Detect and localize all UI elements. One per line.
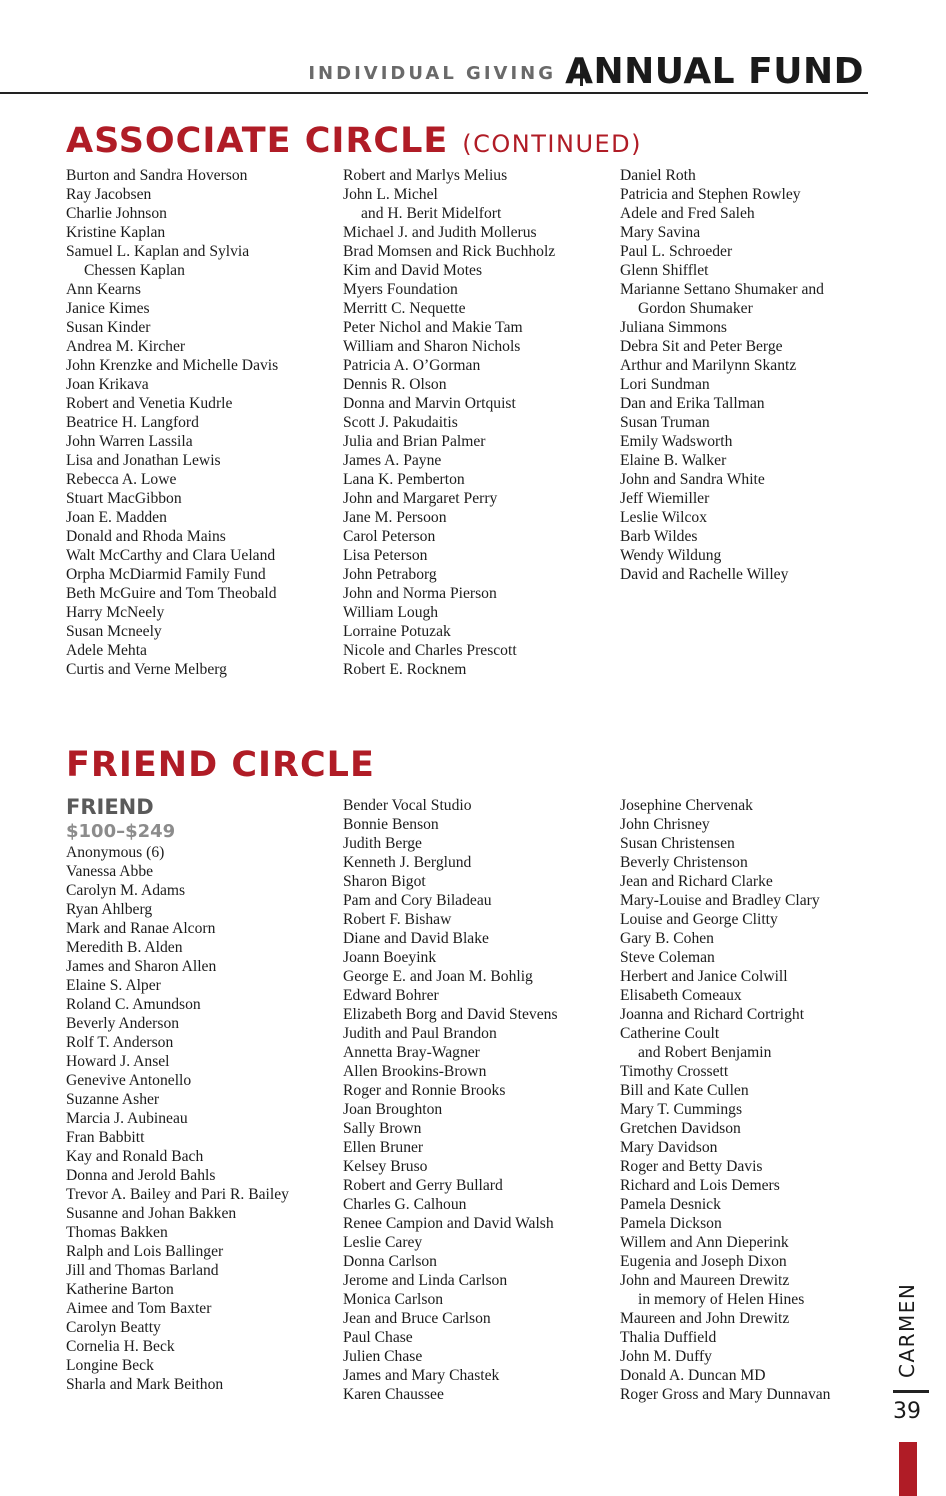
donor-name: Longine Beck: [66, 1357, 154, 1374]
donor-name: Carolyn Beatty: [66, 1319, 161, 1336]
donor-name: Timothy Crossett: [620, 1063, 729, 1080]
donor-name: Susan Mcneely: [66, 623, 162, 640]
donor-name: Lorraine Potuzak: [343, 623, 451, 640]
donor-name: George E. and Joan M. Bohlig: [343, 968, 533, 985]
donor-name: Karen Chaussee: [343, 1386, 444, 1403]
donor-name: Marianne Settano Shumaker and: [620, 281, 824, 298]
donor-name: Roland C. Amundson: [66, 996, 201, 1013]
associate-column-3: [620, 166, 890, 584]
donor-name: Maureen and John Drewitz: [620, 1310, 790, 1327]
donor-name: Rebecca A. Lowe: [66, 471, 177, 488]
donor-name: Daniel Roth: [620, 167, 696, 184]
donor-name: Joan E. Madden: [66, 509, 167, 526]
donor-name: Fran Babbitt: [66, 1129, 145, 1146]
donor-name: Walt McCarthy and Clara Ueland: [66, 547, 276, 564]
donor-name: Pamela Desnick: [620, 1196, 721, 1213]
donor-name: Lori Sundman: [620, 376, 710, 393]
donor-name: Renee Campion and David Walsh: [343, 1215, 554, 1232]
donor-name: Joan Krikava: [66, 376, 149, 393]
donor-name: James and Sharon Allen: [66, 958, 217, 975]
donor-name: Anonymous (6): [66, 844, 165, 861]
header-subtitle: INDIVIDUAL GIVING: [308, 63, 556, 84]
friend-column-1: [66, 843, 336, 1394]
donor-name: Beatrice H. Langford: [66, 414, 199, 431]
donor-name: Charlie Johnson: [66, 205, 167, 222]
level-heading: FRIEND: [66, 795, 154, 819]
donor-name: Peter Nichol and Makie Tam: [343, 319, 523, 336]
friend-column-2: [343, 796, 613, 1404]
donor-name: Bill and Kate Cullen: [620, 1082, 749, 1099]
donor-name: Kim and David Motes: [343, 262, 483, 279]
donor-name: Gary B. Cohen: [620, 930, 714, 947]
donor-name: Katherine Barton: [66, 1281, 174, 1298]
donor-name: Paul L. Schroeder: [620, 243, 733, 260]
donor-name: Judith Berge: [343, 835, 422, 852]
donor-name: Genevive Antonello: [66, 1072, 192, 1089]
donor-name: Barb Wildes: [620, 528, 698, 545]
donor-name: Lisa and Jonathan Lewis: [66, 452, 221, 469]
donor-name: Juliana Simmons: [620, 319, 727, 336]
donor-name: Adele and Fred Saleh: [620, 205, 755, 222]
donor-name: Joann Boeyink: [343, 949, 437, 966]
donor-name: Pamela Dickson: [620, 1215, 722, 1232]
donor-name: Susan Christensen: [620, 835, 735, 852]
donor-name: Lisa Peterson: [343, 547, 428, 564]
donor-name: John and Margaret Perry: [343, 490, 498, 507]
donor-name: Brad Momsen and Rick Buchholz: [343, 243, 556, 260]
donor-name: James and Mary Chastek: [343, 1367, 500, 1384]
donor-name-continuation: and Robert Benjamin: [638, 1044, 772, 1061]
donor-name: Julia and Brian Palmer: [343, 433, 486, 450]
donor-name: Donna and Marvin Ortquist: [343, 395, 516, 412]
associate-column-1: [66, 166, 336, 679]
donor-name: Jill and Thomas Barland: [66, 1262, 219, 1279]
donor-name: Jeff Wiemiller: [620, 490, 710, 507]
donor-name: John M. Duffy: [620, 1348, 712, 1365]
donor-name: Elisabeth Comeaux: [620, 987, 742, 1004]
donor-name: John Chrisney: [620, 816, 710, 833]
level-amount: $100–$249: [66, 821, 176, 842]
donor-name: Kelsey Bruso: [343, 1158, 428, 1175]
header-title: ANNUAL FUND: [565, 51, 864, 92]
donor-name: Jane M. Persoon: [343, 509, 447, 526]
donor-name: Aimee and Tom Baxter: [66, 1300, 212, 1317]
donor-name: John and Maureen Drewitz: [620, 1272, 790, 1289]
donor-name: John L. Michel: [343, 186, 438, 203]
donor-name: Dan and Erika Tallman: [620, 395, 765, 412]
donor-name: Susanne and Johan Bakken: [66, 1205, 237, 1222]
donor-name: Orpha McDiarmid Family Fund: [66, 566, 266, 583]
donor-name: Dennis R. Olson: [343, 376, 447, 393]
donor-name-continuation: Chessen Kaplan: [84, 262, 185, 279]
donor-name: Bonnie Benson: [343, 816, 439, 833]
donor-name: Jean and Richard Clarke: [620, 873, 773, 890]
donor-name: Samuel L. Kaplan and Sylvia: [66, 243, 250, 260]
donor-name: Willem and Ann Dieperink: [620, 1234, 789, 1251]
donor-name: Paul Chase: [343, 1329, 413, 1346]
associate-column-2: [343, 166, 613, 679]
decorative-red-tab: [899, 1442, 917, 1496]
donor-name: Harry McNeely: [66, 604, 165, 621]
donor-name: Sharla and Mark Beithon: [66, 1376, 224, 1393]
donor-name: Catherine Coult: [620, 1025, 720, 1042]
friend-column-3: [620, 796, 890, 1404]
donor-name: Rolf T. Anderson: [66, 1034, 174, 1051]
donor-name: Roger and Ronnie Brooks: [343, 1082, 506, 1099]
donor-name: Patricia A. O’Gorman: [343, 357, 481, 374]
donor-name: Jerome and Linda Carlson: [343, 1272, 508, 1289]
donor-name: Richard and Lois Demers: [620, 1177, 780, 1194]
donor-name: Joan Broughton: [343, 1101, 443, 1118]
donor-name: Robert and Marlys Melius: [343, 167, 508, 184]
donor-name: Elizabeth Borg and David Stevens: [343, 1006, 558, 1023]
donor-name: Carolyn M. Adams: [66, 882, 186, 899]
page-number: 39: [893, 1399, 921, 1424]
associate-circle-title: [66, 121, 643, 161]
donor-name: Louise and George Clitty: [620, 911, 778, 928]
donor-name: James A. Payne: [343, 452, 442, 469]
donor-name: Mary-Louise and Bradley Clary: [620, 892, 820, 909]
donor-name: Merritt C. Nequette: [343, 300, 466, 317]
donor-name-continuation: in memory of Helen Hines: [638, 1291, 805, 1308]
donor-name: Allen Brookins-Brown: [343, 1063, 487, 1080]
donor-name: Arthur and Marilynn Skantz: [620, 357, 797, 374]
donor-name: Patricia and Stephen Rowley: [620, 186, 801, 203]
donor-name: Suzanne Asher: [66, 1091, 160, 1108]
donor-name: Eugenia and Joseph Dixon: [620, 1253, 787, 1270]
donor-name: Susan Truman: [620, 414, 710, 431]
page-header: [0, 52, 868, 94]
donor-name: Robert F. Bishaw: [343, 911, 452, 928]
donor-name: Glenn Shifflet: [620, 262, 709, 279]
donor-name: Michael J. and Judith Mollerus: [343, 224, 537, 241]
donor-name: Andrea M. Kircher: [66, 338, 186, 355]
donor-name: Judith and Paul Brandon: [343, 1025, 497, 1042]
donor-name: Kristine Kaplan: [66, 224, 166, 241]
donor-name: Robert E. Rocknem: [343, 661, 467, 678]
page-number-divider: [893, 1390, 929, 1393]
donor-name: Susan Kinder: [66, 319, 151, 336]
donor-name: John Krenzke and Michelle Davis: [66, 357, 279, 374]
donor-name: Stuart MacGibbon: [66, 490, 182, 507]
donor-name: Annetta Bray-Wagner: [343, 1044, 480, 1061]
donor-name: Wendy Wildung: [620, 547, 722, 564]
donor-name: Joanna and Richard Cortright: [620, 1006, 805, 1023]
donor-name: Beth McGuire and Tom Theobald: [66, 585, 277, 602]
donor-name: Edward Bohrer: [343, 987, 439, 1004]
donor-name: Thalia Duffield: [620, 1329, 717, 1346]
donor-name: Monica Carlson: [343, 1291, 444, 1308]
donor-name: Robert and Venetia Kudrle: [66, 395, 233, 412]
donor-name: Pam and Cory Biladeau: [343, 892, 492, 909]
donor-name: Cornelia H. Beck: [66, 1338, 175, 1355]
donor-name: Ray Jacobsen: [66, 186, 152, 203]
donor-name: Donna and Jerold Bahls: [66, 1167, 216, 1184]
donor-name: Ralph and Lois Ballinger: [66, 1243, 224, 1260]
donor-name: Scott J. Pakudaitis: [343, 414, 458, 431]
donor-name: Adele Mehta: [66, 642, 147, 659]
donor-name: Charles G. Calhoun: [343, 1196, 467, 1213]
donor-name: Sally Brown: [343, 1120, 422, 1137]
publication-label: CARMEN: [895, 1282, 919, 1378]
donor-name: Burton and Sandra Hoverson: [66, 167, 248, 184]
donor-name: Vanessa Abbe: [66, 863, 154, 880]
donor-name: Donald and Rhoda Mains: [66, 528, 226, 545]
donor-name: John and Sandra White: [620, 471, 765, 488]
associate-title-text: ASSOCIATE CIRCLE: [66, 121, 449, 161]
donor-name: Mary Davidson: [620, 1139, 718, 1156]
donor-name: Thomas Bakken: [66, 1224, 168, 1241]
donor-name: Sharon Bigot: [343, 873, 426, 890]
donor-name: William and Sharon Nichols: [343, 338, 521, 355]
donor-name: Ryan Ahlberg: [66, 901, 153, 918]
donor-name: Kay and Ronald Bach: [66, 1148, 204, 1165]
donor-name: John and Norma Pierson: [343, 585, 497, 602]
donor-name: Elaine B. Walker: [620, 452, 727, 469]
donor-name: Howard J. Ansel: [66, 1053, 170, 1070]
donor-name: Kenneth J. Berglund: [343, 854, 472, 871]
donor-name: Marcia J. Aubineau: [66, 1110, 188, 1127]
donor-name: Meredith B. Alden: [66, 939, 183, 956]
donor-name: Donna Carlson: [343, 1253, 437, 1270]
donor-name: Steve Coleman: [620, 949, 715, 966]
donor-name: Robert and Gerry Bullard: [343, 1177, 503, 1194]
donor-name: Julien Chase: [343, 1348, 423, 1365]
donor-name: Leslie Wilcox: [620, 509, 707, 526]
donor-name: John Warren Lassila: [66, 433, 193, 450]
donor-name: Curtis and Verne Melberg: [66, 661, 227, 678]
donor-name: John Petraborg: [343, 566, 437, 583]
donor-name: Roger and Betty Davis: [620, 1158, 763, 1175]
donor-name: Beverly Christenson: [620, 854, 748, 871]
donor-name: Beverly Anderson: [66, 1015, 180, 1032]
donor-name: Ellen Bruner: [343, 1139, 424, 1156]
donor-name: Josephine Chervenak: [620, 797, 753, 814]
donor-name-continuation: Gordon Shumaker: [638, 300, 753, 317]
continued-label: (CONTINUED): [462, 130, 643, 158]
donor-name: Lana K. Pemberton: [343, 471, 465, 488]
donor-name: David and Rachelle Willey: [620, 566, 789, 583]
donor-name: Emily Wadsworth: [620, 433, 733, 450]
donor-name: Bender Vocal Studio: [343, 797, 472, 814]
donor-name: Roger Gross and Mary Dunnavan: [620, 1386, 831, 1403]
donor-name: Trevor A. Bailey and Pari R. Bailey: [66, 1186, 289, 1203]
donor-name: Jean and Bruce Carlson: [343, 1310, 491, 1327]
donor-name: Carol Peterson: [343, 528, 436, 545]
donor-name-continuation: and H. Berit Midelfort: [361, 205, 502, 222]
donor-name: Diane and David Blake: [343, 930, 489, 947]
donor-name: Leslie Carey: [343, 1234, 423, 1251]
donor-name: Gretchen Davidson: [620, 1120, 741, 1137]
friend-circle-title: FRIEND CIRCLE: [66, 745, 375, 785]
donor-name: William Lough: [343, 604, 439, 621]
donor-name: Debra Sit and Peter Berge: [620, 338, 783, 355]
donor-name: Elaine S. Alper: [66, 977, 161, 994]
donor-name: Herbert and Janice Colwill: [620, 968, 788, 985]
donor-name: Mary T. Cummings: [620, 1101, 743, 1118]
donor-name: Myers Foundation: [343, 281, 458, 298]
donor-name: Mary Savina: [620, 224, 701, 241]
donor-name: Mark and Ranae Alcorn: [66, 920, 216, 937]
donor-name: Donald A. Duncan MD: [620, 1367, 766, 1384]
donor-name: Ann Kearns: [66, 281, 141, 298]
donor-name: Nicole and Charles Prescott: [343, 642, 517, 659]
donor-name: Janice Kimes: [66, 300, 150, 317]
